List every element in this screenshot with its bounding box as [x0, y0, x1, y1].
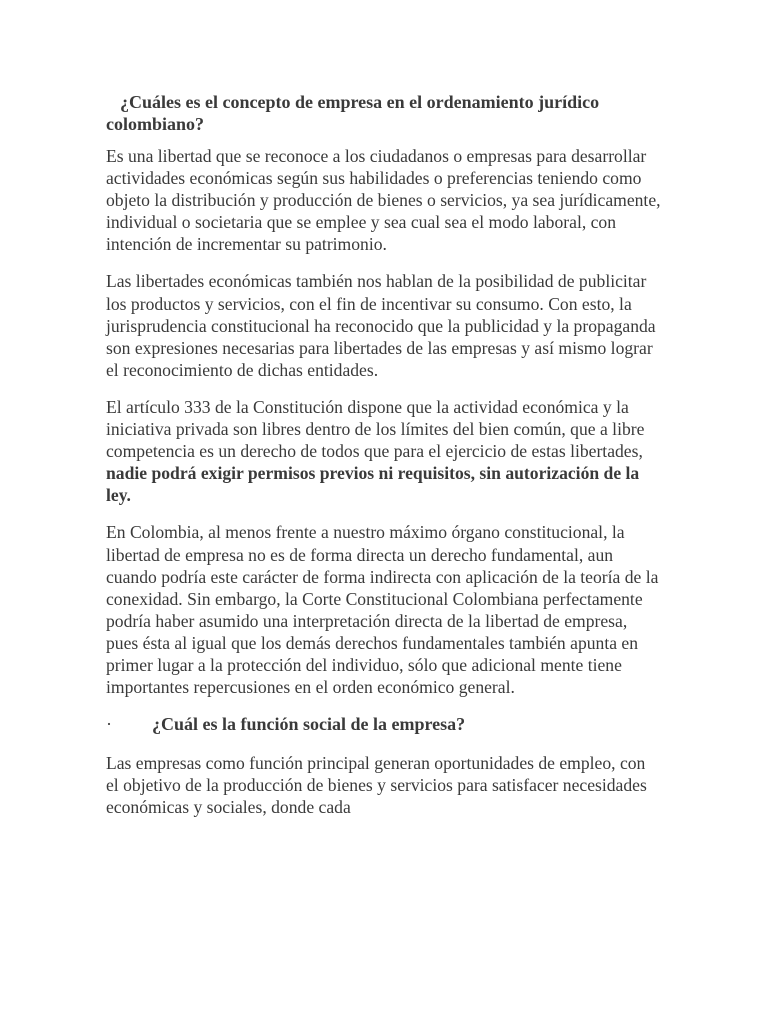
- question-heading-funcion-social: [106, 713, 662, 735]
- paragraph-funcion-empresas: Las empresas como función principal generan oportunidades de empleo, con el objetivo de la producción de bienes y servicios para satisfacer necesidades económicas y sociales, donde cada: [106, 753, 647, 818]
- paragraph-libertades-economicas: Las libertades económicas también nos hablan de la posibilidad de publicitar los productos y servicios, con el fin de incentivar su consumo. Con esto, la jurisprudencia constitucional ha reconocido que la publicidad y la propaganda son expresiones necesarias para libertades de las empresas y así mismo lograr el reconocimiento de dichas entidades.: [106, 271, 656, 380]
- paragraph-articulo-333: [106, 396, 662, 506]
- bullet-dot-icon: ·: [106, 714, 112, 735]
- document-page: [106, 91, 662, 833]
- paragraph-libertad-definicion: Es una libertad que se reconoce a los ciudadanos o empresas para desarrollar actividades económicas según sus habilidades o preferencias teniendo como objeto la distribución y producción de bienes o servicios, ya sea jurídicamente, individual o societaria que se emplee y sea cual sea el modo laboral, con intención de incrementar su patrimonio.: [106, 146, 661, 255]
- paragraph-articulo-333-bold: nadie podrá exigir permisos previos ni requisitos, sin autorización de la ley.: [106, 463, 640, 506]
- paragraph-colombia-derecho: En Colombia, al menos frente a nuestro máximo órgano constitucional, la libertad de empresa no es de forma directa un derecho fundamental, aun cuando podría este carácter de forma indirecta con aplicación de la teoría de la conexidad. Sin embargo, la Corte Constitucional Colombiana perfectamente podría haber asumido una interpretación directa de la libertad de empresa, pues ésta al igual que los demás derechos fundamentales también apunta en primer lugar a la protección del individuo, sólo que adicional mente tiene importantes repercusiones en el orden económico general.: [106, 522, 659, 698]
- paragraph-articulo-333-text: El artículo 333 de la Constitución dispone que la actividad económica y la iniciativa privada son libres dentro de los límites del bien común, que a libre competencia es un derecho de todos que para el ejercicio de estas libertades,: [106, 396, 645, 462]
- question-heading-funcion-social-text: ¿Cuál es la función social de la empresa?: [152, 714, 466, 735]
- question-heading-concepto-empresa: ¿Cuáles es el concepto de empresa en el ordenamiento jurídico colombiano?: [106, 92, 600, 134]
